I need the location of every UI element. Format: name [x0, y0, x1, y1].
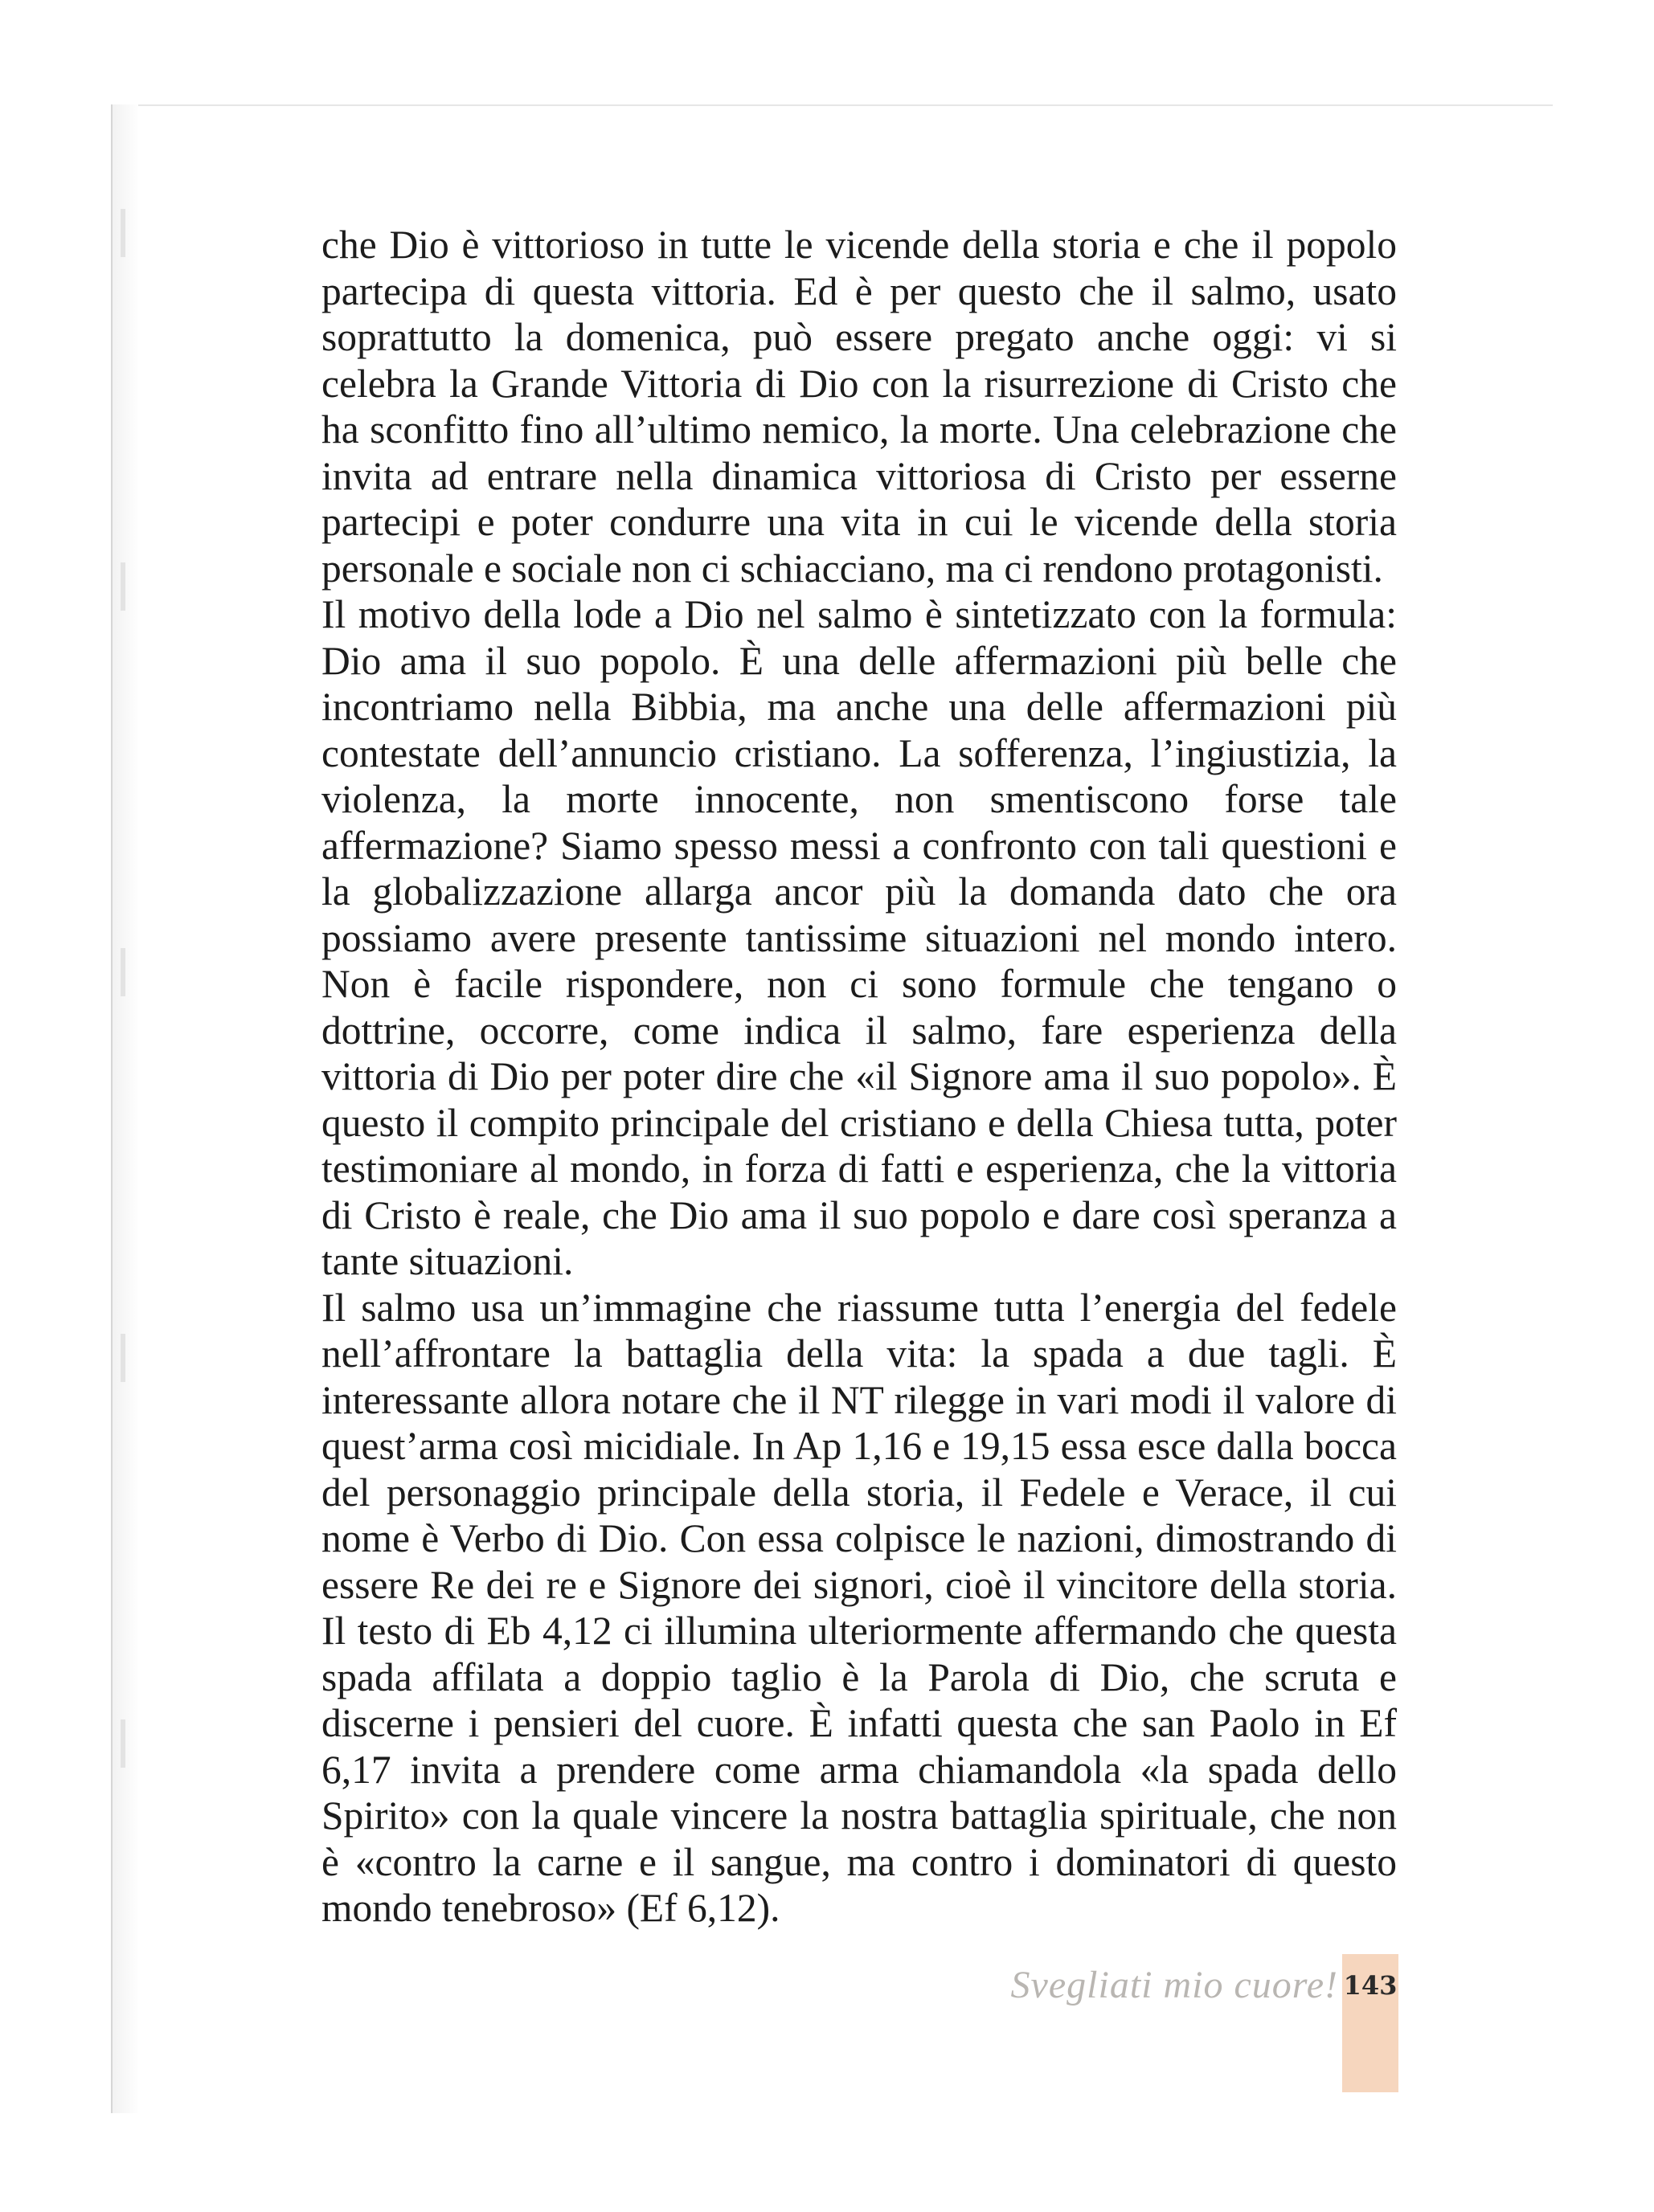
book-spine	[111, 104, 140, 2113]
running-footer-title: Svegliati mio cuore!	[1010, 1964, 1338, 2006]
binding-stitch	[121, 1719, 125, 1768]
page-number: 143	[1343, 1970, 1398, 2001]
binding-stitch	[121, 562, 125, 611]
binding-stitch	[121, 209, 125, 257]
paragraph-3: Il salmo usa un’immagine che riassume tutta l’energia del fedele nell’affrontare la battaglia della vita: la spada a due tagli. È interessante allora notare che il NT rilegge in vari modi il valore di quest’arma così micidiale. In Ap 1,16 e 19,15 essa esce dalla bocca del personaggio principale della storia, il Fedele e Verace, il cui nome è Verbo di Dio. Con essa colpisce le nazioni, dimostrando di essere Re dei re e Signore dei signori, cioè il vincitore della storia. Il testo di Eb 4,12 ci illumina ulteriormente affermando che questa spada affilata a doppio taglio è la Parola di Dio, che scruta e discerne i pensieri del cuore. È infatti questa che san Paolo in Ef 6,17 invita a prendere come arma chiamandola «la spada dello Spirito» con la quale vincere la nostra battaglia spirituale, che non è «contro la carne e il sangue, ma contro i dominatori di questo mondo tenebroso» (Ef 6,12).	[321, 1285, 1397, 1930]
paragraph-2: Il motivo della lode a Dio nel salmo è sintetizzato con la formula: Dio ama il suo popolo. È una delle affermazioni più belle che incontriamo nella Bibbia, ma anche una delle affermazioni più contestate dell’annuncio cristiano. La sofferenza, l’ingiustizia, la violenza, la morte innocente, non smentiscono forse tale affermazione? Siamo spesso messi a confronto con tali questioni e la globalizzazione allarga ancor più la domanda dato che ora possiamo avere presente tantissime situazioni nel mondo intero. Non è facile rispondere, non ci sono formule che tengano o dottrine, occorre, come indica il salmo, fare esperienza della vittoria di Dio per poter dire che «il Signore ama il suo popolo». È questo il compito principale del cristiano e della Chiesa tutta, poter testimoniare al mondo, in forza di fatti e esperienza, che la vittoria di Cristo è reale, che Dio ama il suo popolo e dare così speranza a tante situazioni.	[321, 592, 1397, 1283]
paragraph-1: che Dio è vittorioso in tutte le vicende della storia e che il popolo partecipa di questa vittoria. Ed è per questo che il salmo, usato soprattutto la domenica, può essere pregato anche oggi: vi si celebra la Grande Vittoria di Dio con la risurrezione di Cristo che ha sconfitto fino all’ultimo nemico, la morte. Una celebrazione che invita ad entrare nella dinamica vittoriosa di Cristo per esserne partecipi e poter condurre una vita in cui le vicende della storia personale e sociale non ci schiacciano, ma ci rendono protagonisti.	[321, 223, 1397, 591]
body-text	[321, 222, 1397, 1932]
binding-stitch	[121, 948, 125, 996]
binding-stitch	[121, 1334, 125, 1382]
